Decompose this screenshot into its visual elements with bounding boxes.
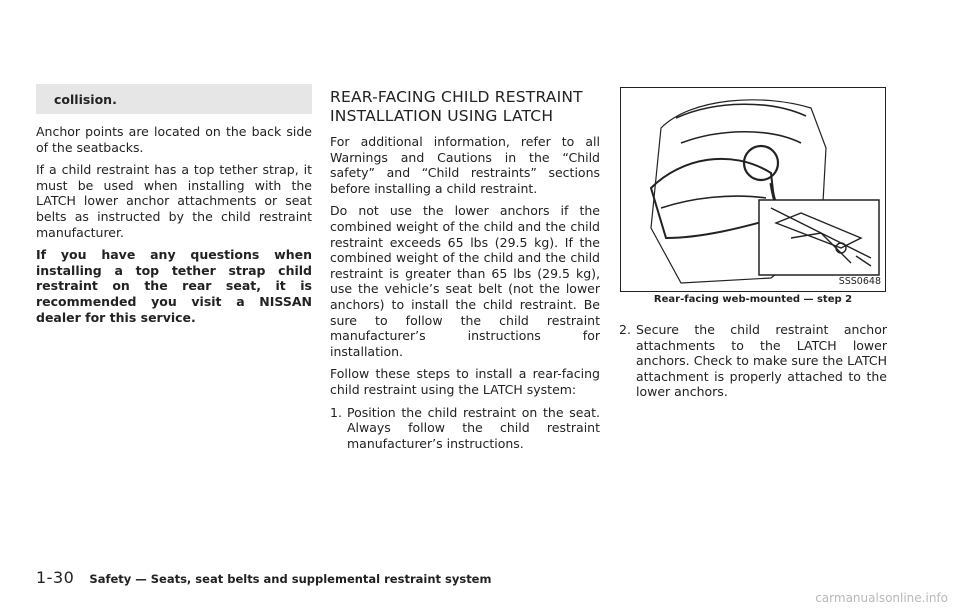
right-column [619,322,887,400]
dealer-advice-paragraph: If you have any questions when installing a top tether strap child restraint on the rear seat, it is recommended you visit a NISSAN dealer for this service. [36,247,312,325]
page-footer [36,568,491,587]
child-restraint-illustration [621,88,885,291]
chapter-title: Safety — Seats, seat belts and supplemental restraint system [89,572,492,586]
step-2-number: 2. [619,322,631,337]
figure-code: SSS0648 [838,276,881,287]
step-1 [330,405,600,452]
left-column [36,124,312,332]
step-1-number: 1. [330,404,342,420]
shaded-note-text: collision. [54,92,117,107]
steps-intro-paragraph: Follow these steps to install a rear-facing child restraint using the LATCH system: [330,366,600,397]
step-2-text: Secure the child restraint anchor attachments to the LATCH lower anchors. Check to make sure the LATCH attachment is properly attached to the lower anchors. [636,322,887,400]
top-tether-paragraph: If a child restraint has a top tether strap, it must be used when installing with the LATCH lower anchor attachments or seat belts as instructed by the child restraint manufacturer. [36,162,312,240]
step-1-text: Position the child restraint on the seat. Always follow the child restraint manufacturer’s instructions. [347,404,600,451]
middle-column [330,88,600,451]
anchor-points-paragraph: Anchor points are located on the back side of the seatbacks. [36,124,312,155]
weight-limit-paragraph: Do not use the lower anchors if the combined weight of the child and the child restraint exceeds 65 lbs (29.5 kg). If the combined weight of the child and the child restraint is greater than 65 lbs (29.5 kg), use the vehicle’s seat belt (not the lower anchors) to install the child restraint. Be sure to follow the child restraint manufacturer’s instructions for installation. [330,203,600,359]
additional-info-paragraph: For additional information, refer to all Warnings and Cautions in the “Child safety” and “Child restraints” sections before installing a child restraint. [330,134,600,196]
watermark-link[interactable]: carmanualsonline.info [815,591,948,605]
shaded-note [36,84,312,114]
figure-caption: Rear-facing web-mounted — step 2 [653,294,853,305]
section-heading: REAR-FACING CHILD RESTRAINT INSTALLATION USING LATCH [330,88,583,125]
page-number: 1-30 [36,568,75,587]
step-2 [619,322,887,400]
illustration-figure [620,87,886,292]
